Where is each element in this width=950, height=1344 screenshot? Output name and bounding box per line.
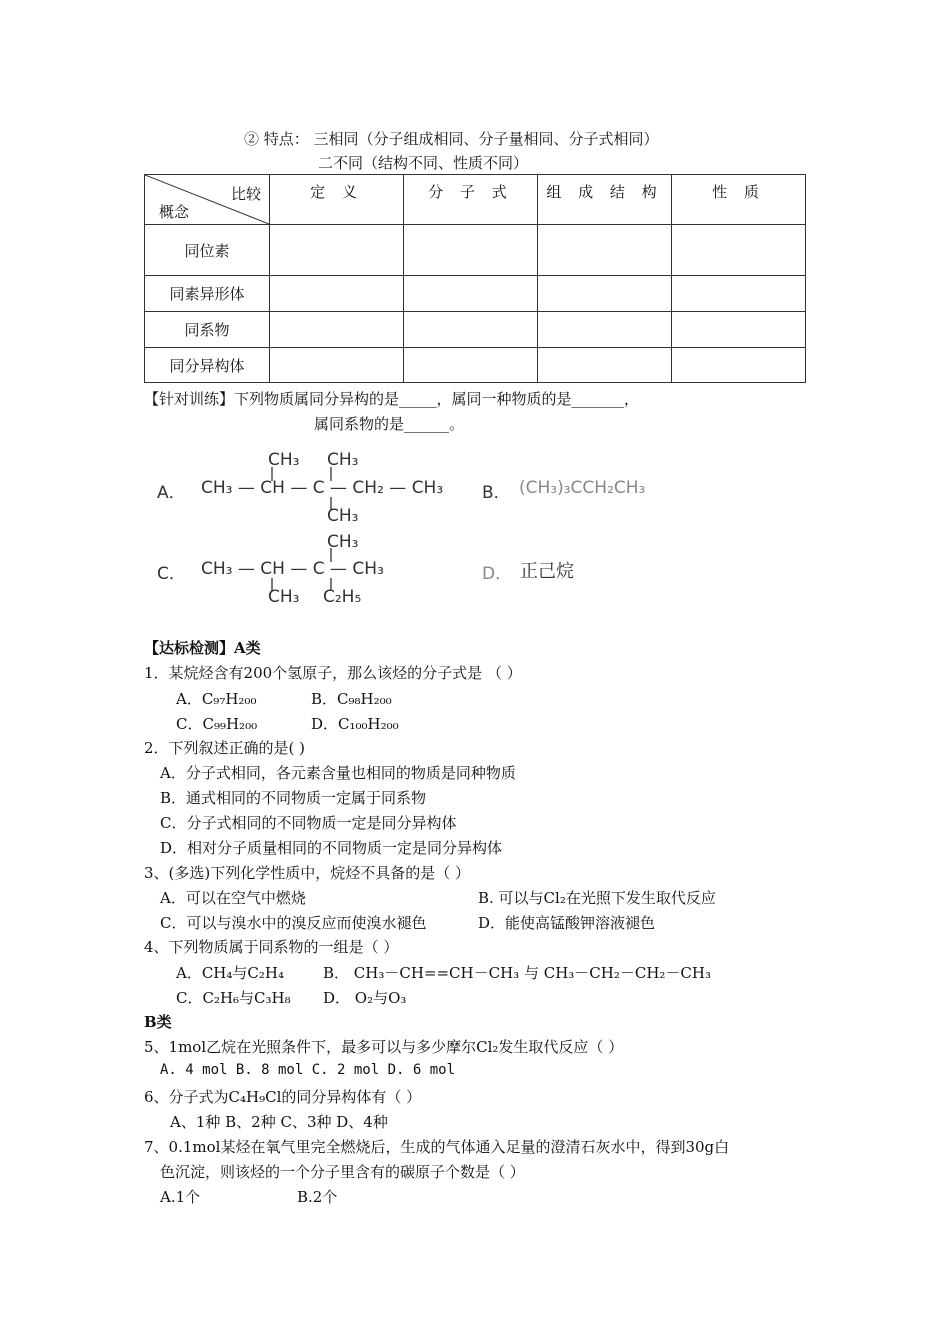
structure-d-name: 正己烷 — [520, 561, 574, 582]
structure-c-branch-bottom-1: CH₃ — [268, 587, 300, 607]
q1-option-d: D．C₁₀₀H₂₀₀ — [311, 715, 399, 733]
corner-bottom-label: 概念 — [159, 203, 190, 221]
q4-option-b: B． CH₃－CH==CH－CH₃ 与 CH₃－CH₂－CH₂－CH₃ — [323, 964, 712, 982]
q4-option-a: A．CH₄与C₂H₄ — [176, 964, 284, 982]
row-label-allotrope: 同素异形体 — [145, 276, 270, 312]
header-properties: 性 质 — [672, 175, 806, 225]
header-structure: 组 成 结 构 — [538, 175, 672, 225]
section-b-heading: B类 — [144, 1013, 172, 1031]
q4-option-c: C．C₂H₆与C₃H₈ — [176, 989, 291, 1007]
q4-option-d: D． O₂与O₃ — [323, 989, 407, 1007]
row-label-homolog: 同系物 — [145, 312, 270, 348]
structure-c-main-chain: CH₃ — CH — C — CH₃ — [201, 559, 384, 579]
q3-option-d: D．能使高锰酸钾溶液褪色 — [478, 914, 656, 932]
q2-option-a: A．分子式相同，各元素含量也相同的物质是同种物质 — [160, 764, 516, 782]
q2-option-c: C．分子式相同的不同物质一定是同分异构体 — [160, 814, 457, 832]
q4-stem: 4、下列物质属于同系物的一组是（ ） — [144, 938, 399, 956]
q1-stem: 1．某烷烃含有200个氢原子，那么该烃的分子式是 （ ） — [144, 664, 522, 682]
structure-a-main-chain: CH₃ — CH — C — CH₂ — CH₃ — [201, 478, 444, 498]
q7-option-a: A.1个 — [160, 1188, 201, 1206]
q6-stem: 6、分子式为C₄H₉Cl的同分异构体有（ ） — [144, 1088, 422, 1106]
q6-options: A、1种 B、2种 C、3种 D、4种 — [170, 1113, 388, 1131]
section-a-heading: 【达标检测】A类 — [144, 639, 261, 657]
structure-b-formula: (CH₃)₃CCH₂CH₃ — [519, 478, 646, 498]
practice-line-1: 【针对训练】下列物质属同分异构的是_____，属同一种物质的是_______， — [144, 390, 640, 408]
structure-a-branch-top-2: CH₃ — [327, 450, 359, 470]
feature-line-2: 二不同（结构不同、性质不同） — [318, 154, 529, 172]
feature-line-1: ② 特点： 三相同（分子组成相同、分子量相同、分子式相同） — [244, 130, 659, 148]
q5-stem: 5、1mol乙烷在光照条件下，最多可以与多少摩尔Cl₂发生取代反应（ ） — [144, 1038, 624, 1056]
corner-top-label: 比较 — [230, 185, 261, 203]
structure-d-label: D． — [482, 564, 513, 584]
row-label-isotope: 同位素 — [145, 225, 270, 276]
q7-stem-line-1: 7、0.1mol某烃在氧气里完全燃烧后，生成的气体通入足量的澄清石灰水中，得到30g白 — [144, 1138, 730, 1156]
q7-option-b: B.2个 — [297, 1188, 338, 1206]
practice-line-2: 属同系物的是______。 — [314, 415, 465, 433]
q1-option-c: C．C₉₉H₂₀₀ — [176, 715, 258, 733]
header-definition: 定 义 — [270, 175, 404, 225]
q1-option-b: B．C₉₈H₂₀₀ — [311, 690, 392, 708]
row-label-isomer: 同分异构体 — [145, 348, 270, 383]
structure-b-label: B． — [482, 483, 511, 503]
q7-stem-line-2: 色沉淀，则该烃的一个分子里含有的碳原子个数是（ ） — [160, 1163, 525, 1181]
q1-option-a: A．C₉₇H₂₀₀ — [176, 690, 257, 708]
structure-a-branch-bottom-2: CH₃ — [327, 506, 359, 526]
structure-c-branch-top-2: CH₃ — [327, 532, 359, 552]
q3-option-c: C．可以与溴水中的溴反应而使溴水褪色 — [160, 914, 427, 932]
structure-a-branch-top-1: CH₃ — [268, 450, 300, 470]
structure-c-branch-bottom-2: C₂H₅ — [323, 587, 362, 607]
q3-stem: 3、(多选)下列化学性质中，烷烃不具备的是（ ） — [144, 864, 471, 882]
q3-option-b: B. 可以与Cl₂在光照下发生取代反应 — [478, 889, 716, 907]
structure-c-label: C． — [157, 564, 186, 584]
q2-option-b: B．通式相同的不同物质一定属于同系物 — [160, 789, 427, 807]
q5-options: A. 4 mol B. 8 mol C. 2 mol D. 6 mol — [160, 1062, 456, 1078]
q3-option-a: A．可以在空气中燃烧 — [160, 889, 306, 907]
structure-a-label: A． — [157, 483, 186, 503]
header-formula: 分 子 式 — [404, 175, 538, 225]
q2-option-d: D．相对分子质量相同的不同物质一定是同分异构体 — [160, 839, 503, 857]
q2-stem: 2．下列叙述正确的是( ) — [144, 739, 306, 757]
